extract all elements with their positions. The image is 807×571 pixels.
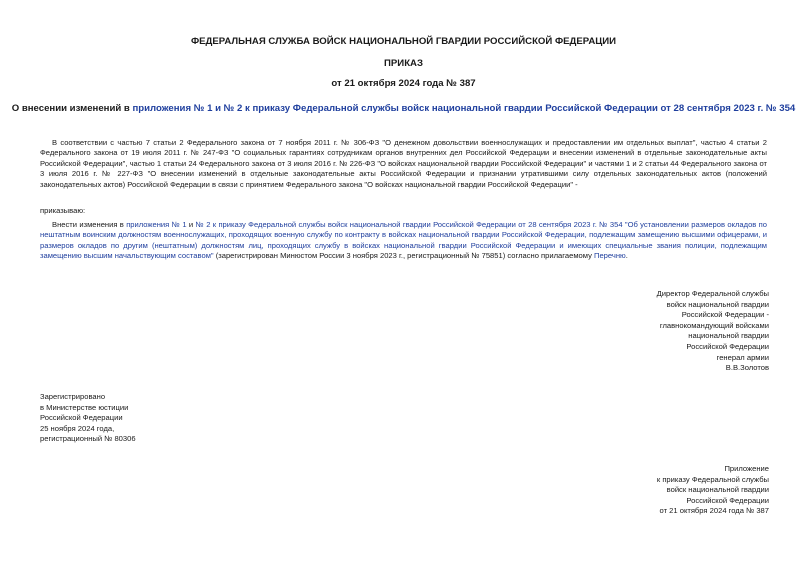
appendix-1-link[interactable]: приложения № 1: [126, 220, 187, 229]
appendix-line: Российской Федерации: [686, 495, 769, 505]
preamble-paragraph: В соответствии с частью 7 статьи 2 Федерального закона от 7 ноября 2011 г. № 306-ФЗ "О денежном довольствии военнослужащих и предоставлении им отдельных выплат", частью 4 статьи 2 Федерального закона от 19 июля 2011 г. № 247-ФЗ "О социальных гарантиях сотрудникам органов внутренних дел Российской Федерации и внесении изменений в отдельные законодательные акты Российской Федерации", частью 1 статьи 24 Федерального закона от 3 июля 2016 г. № 226-ФЗ "О войсках национальной гвардии Российской Федерации" и частями 1 и 2 статьи 44 Федерального закона от 3 июля 2016 г. № 227-ФЗ "О внесении изменений в отдельные законодательные акты Российской Федерации и признании утратившими силу отдельных законодательных актов (положений законодательных актов) Российской Федерации в связи с принятием Федерального закона "О войсках национальной гвардии Российской Федерации" -: [40, 138, 767, 189]
signature-line: Российской Федерации: [686, 341, 769, 351]
appendix-line: войск национальной гвардии: [666, 485, 769, 495]
appendix-date: от 21 октября 2024 года № 387: [659, 506, 769, 516]
registration-line: в Министерстве юстиции: [40, 402, 129, 412]
signature-line: войск национальной гвардии: [666, 299, 769, 309]
p2-text-3: (зарегистрирован Минюстом России 3 ноября 2023 г., регистрационный № 75851) согласно прилагаемому: [213, 251, 594, 261]
order-354-link[interactable]: № 2 к приказу Федеральной службы войск национальной гвардии Российской Федерации от 28 сентября 2023 г. № 354 "Об установлении размеров окладов по нештатным воинским должностям военнослужащих, проходящих военную службу по контракту в войсках национальной гвардии Российской Федерации, подлежащим замещению высшими офицерами, и размеров окладов по другим (нештатным) должностям лиц, проходящих службу в войсках национальной гвардии Российской Федерации и имеющих специальные звания полиции, подлежащим замещению высшим начальствующим составом": [40, 220, 768, 261]
p2-text-1: Внести изменения в: [52, 220, 127, 229]
appendix-line: Приложение: [724, 464, 769, 473]
signature-line: генерал армии: [716, 352, 769, 362]
order-heading: ПРИКАЗ: [384, 58, 423, 69]
signature-line: главнокомандующий войсками: [659, 320, 769, 330]
signature-line: Российской Федерации -: [681, 310, 769, 320]
registration-number: регистрационный № 80306: [40, 434, 136, 444]
title-link[interactable]: приложения № 1 и № 2 к приказу Федеральной службы войск национальной гвардии Российской Федерации от 28 сентября 2023 г. № 354: [132, 103, 796, 114]
main-paragraph: [40, 220, 767, 262]
title-prefix: О внесении изменений в: [11, 103, 133, 114]
signer-name: В.В.Золотов: [725, 363, 769, 373]
registration-block: [40, 392, 136, 445]
registration-date: 25 ноября 2024 года,: [40, 423, 115, 433]
orders-word: приказываю:: [40, 206, 86, 215]
signature-block: [549, 289, 769, 374]
registration-line: Зарегистрировано: [40, 392, 106, 401]
agency-heading: ФЕДЕРАЛЬНАЯ СЛУЖБА ВОЙСК НАЦИОНАЛЬНОЙ ГВАРДИИ РОССИЙСКОЙ ФЕДЕРАЦИИ: [190, 36, 617, 47]
signature-line: Директор Федеральной службы: [656, 289, 769, 298]
list-link[interactable]: Перечню: [594, 251, 626, 261]
appendix-header: [549, 464, 769, 517]
registration-line: Российской Федерации: [40, 413, 123, 423]
appendix-line: к приказу Федеральной службы: [656, 474, 769, 484]
p2-text-end: .: [625, 251, 628, 261]
order-date: от 21 октября 2024 года № 387: [331, 78, 476, 89]
p2-text-2: и: [186, 220, 196, 229]
document-title: [0, 103, 807, 114]
signature-line: национальной гвардии: [688, 331, 769, 341]
